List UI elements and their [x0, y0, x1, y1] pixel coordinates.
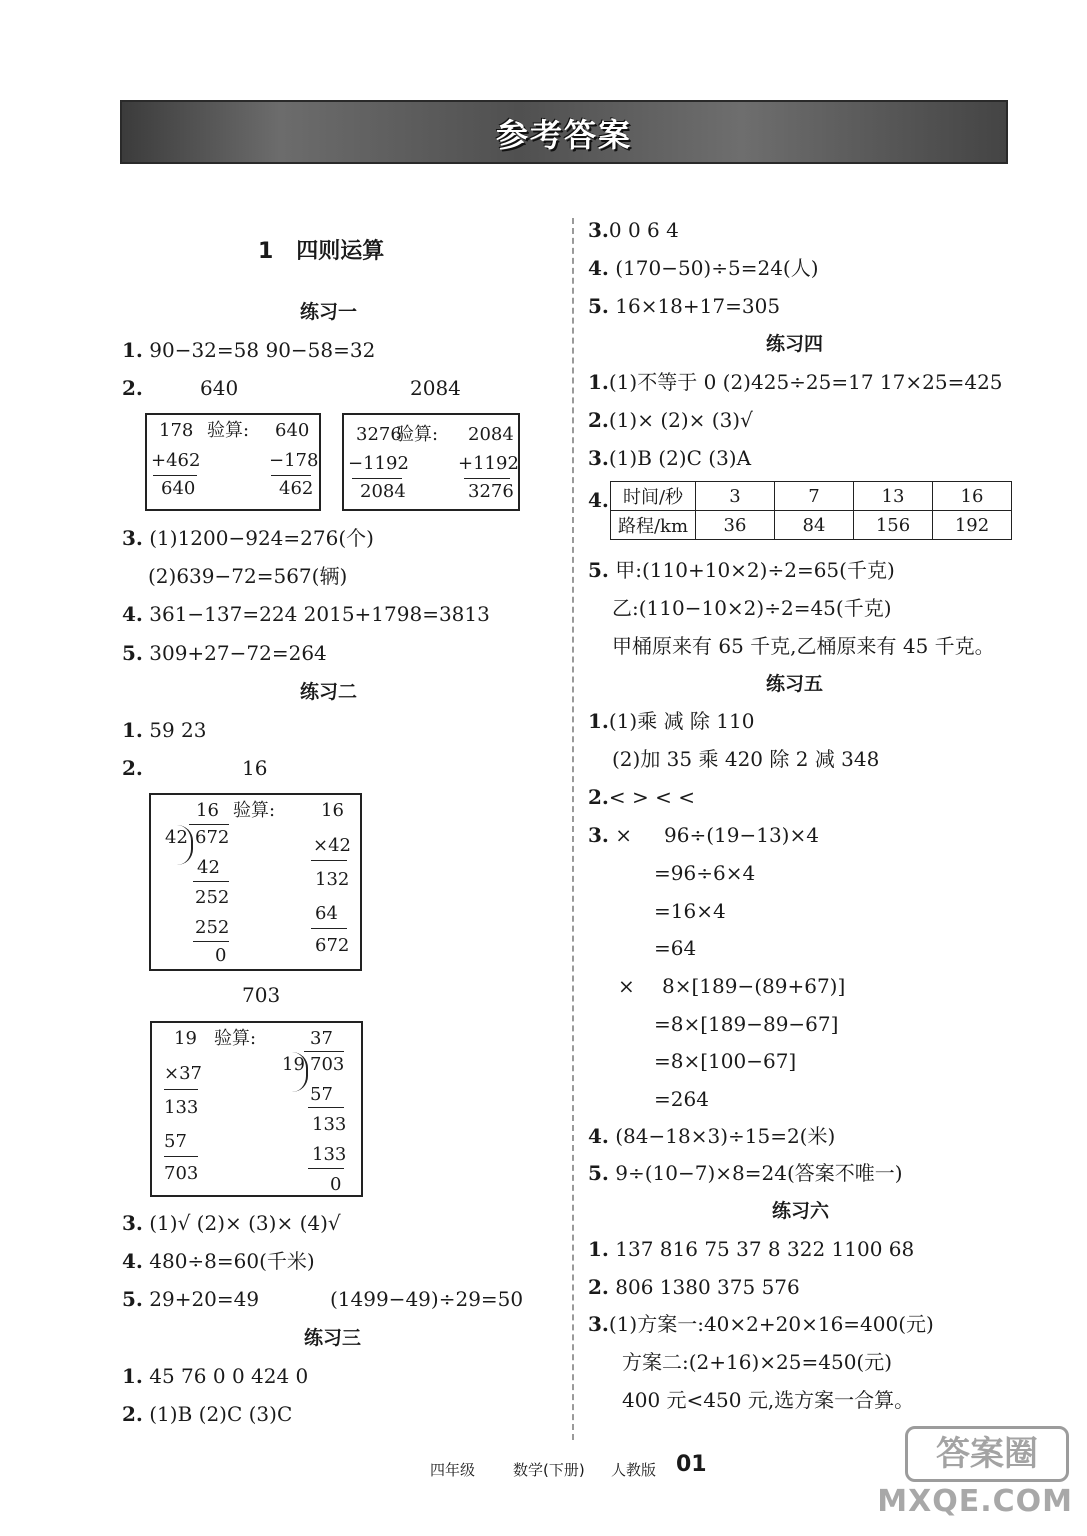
ex3-q4: 4. (170−50)÷5=24(人) [588, 256, 819, 280]
ex2-q2-num: 2. [122, 756, 143, 780]
ex5-q1-line2: (2)加 35 乘 420 除 2 减 348 [612, 747, 880, 771]
ex1-q5: 5. 309+27−72=264 [122, 641, 327, 665]
ex3-q2: 2. (1)B (2)C (3)C [122, 1402, 293, 1426]
ex1-q3-line1: 3. (1)1200−924=276(个) [122, 526, 374, 550]
chapter-heading [258, 240, 384, 264]
ex5-q3-step4: =8×[189−89−67] [654, 1012, 839, 1036]
ex5-q2: 2.< > < < [588, 785, 695, 809]
ex5-q3-expr2: 8×[189−(89+67)] [662, 974, 846, 998]
ex1-q4: 4. 361−137=224 2015+1798=3813 [122, 602, 490, 626]
ex4-q5-line2: 乙:(110−10×2)÷2=45(千克) [612, 596, 892, 620]
ex6-q3-line1: 3.(1)方案一:40×2+20×16=400(元) [588, 1312, 934, 1336]
ex2-q2-answer1: 16 [242, 756, 268, 780]
section-title-ex3: 练习三 [304, 1327, 362, 1349]
ex1-verify-box-1: 178 验算: 640 +462 −178 640 462 [145, 413, 321, 511]
ex1-q2-answer1: 640 [200, 376, 239, 400]
ex1-q1: 1. 90−32=58 90−58=32 [122, 338, 376, 362]
ex4-q4-num: 4. [588, 488, 609, 512]
table-row: 时间/秒 3 7 13 16 [611, 482, 1012, 511]
ex2-q3: 3. (1)√ (2)× (3)× (4)√ [122, 1211, 341, 1235]
column-divider [572, 218, 574, 1440]
ex4-q5-line1: 5. 甲:(110+10×2)÷2=65(千克) [588, 558, 895, 582]
ex2-q2-answer2: 703 [242, 983, 281, 1007]
section-title-ex2: 练习二 [300, 681, 358, 703]
section-title-ex1: 练习一 [300, 301, 358, 323]
ex1-q3-line2: (2)639−72=567(辆) [148, 564, 348, 588]
title-banner [120, 100, 1008, 164]
section-title-ex5: 练习五 [766, 673, 824, 695]
ex4-q3: 3.(1)B (2)C (3)A [588, 446, 752, 470]
watermark-logo: 答案圈 [905, 1426, 1069, 1482]
ex5-q3-line1: 3. × [588, 823, 633, 847]
ex5-q3-step3: =64 [654, 936, 697, 960]
ex5-q3-step6: =264 [654, 1087, 709, 1111]
ex6-q3-line2: 方案二:(2+16)×25=450(元) [622, 1350, 893, 1374]
ex5-q3-step2: =16×4 [654, 899, 726, 923]
section-title-ex4: 练习四 [766, 333, 824, 355]
ex1-verify-box-2: 3276 验算: 2084 −1192 +1192 2084 3276 [342, 413, 520, 511]
ex6-q3-line3: 400 元<450 元,选方案一合算。 [622, 1388, 915, 1412]
page-title: 参考答案 [495, 116, 632, 154]
chapter-number: 1 [258, 239, 274, 264]
ex4-q5-line3: 甲桶原来有 65 千克,乙桶原来有 45 千克。 [612, 634, 995, 658]
ex4-q2: 2.(1)× (2)× (3)√ [588, 408, 753, 432]
ex5-q3-step1: =96÷6×4 [654, 861, 756, 885]
page-number: 01 [676, 1452, 707, 1477]
ex1-q2-num: 2. [122, 376, 143, 400]
ex5-q3-step5: =8×[100−67] [654, 1049, 797, 1073]
ex5-q1-line1: 1.(1)乘 减 除 110 [588, 709, 755, 733]
ex4-q1: 1.(1)不等于 0 (2)425÷25=17 17×25=425 [588, 370, 1003, 394]
ex5-q3-mark2: × [618, 974, 635, 998]
footer-edition: 人教版 [611, 1461, 657, 1479]
ex2-q1: 1. 59 23 [122, 718, 207, 742]
ex2-q5: 5. 29+20=49 [122, 1287, 260, 1311]
footer-subject: 数学(下册) [513, 1461, 585, 1479]
ex6-q1: 1. 137 816 75 37 8 322 1100 68 [588, 1237, 915, 1261]
ex6-q2: 2. 806 1380 375 576 [588, 1275, 800, 1299]
ex2-division-box-1: 16 验算: 16 42 672 ×42 42 132 252 64 252 672 0 [149, 793, 362, 971]
ex3-q1: 1. 45 76 0 0 424 0 [122, 1364, 309, 1388]
ex5-q3-expr1: 96÷(19−13)×4 [664, 823, 819, 847]
ex5-q4: 4. (84−18×3)÷15=2(米) [588, 1124, 836, 1148]
ex1-q2-answer2: 2084 [410, 376, 461, 400]
ex3-q5: 5. 16×18+17=305 [588, 294, 781, 318]
chapter-title: 四则运算 [296, 239, 385, 264]
watermark-site: MXQE.COM [877, 1484, 1073, 1519]
section-title-ex6: 练习六 [772, 1200, 830, 1222]
speed-table [610, 481, 1012, 540]
ex5-q5: 5. 9÷(10−7)×8=24(答案不唯一) [588, 1161, 903, 1185]
ex3-q3: 3.0 0 6 4 [588, 218, 679, 242]
ex2-q4: 4. 480÷8=60(千米) [122, 1249, 315, 1273]
footer-grade: 四年级 [430, 1461, 476, 1479]
ex2-division-box-2: 19 验算: 37 19 703 ×37 57 133 133 57 133 703 0 [150, 1021, 363, 1197]
table-row: 路程/km 36 84 156 192 [611, 511, 1012, 540]
ex2-q5-part2: (1499−49)÷29=50 [330, 1287, 524, 1311]
